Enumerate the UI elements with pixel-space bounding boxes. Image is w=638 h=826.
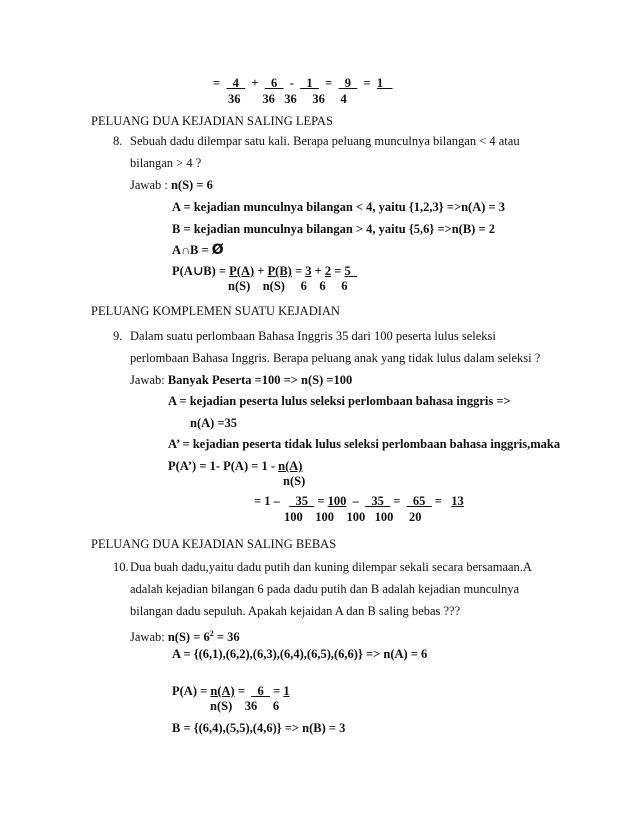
event-a-set: A = {(6,1),(6,2),(6,3),(6,4),(6,5),(6,6)} => n(A) = 6 bbox=[172, 647, 428, 661]
union-probability-denominators: n(S) n(S) 6 6 6 bbox=[228, 279, 348, 293]
complement-probability-denominator: n(S) bbox=[283, 474, 306, 488]
question-10-line-3: bilangan dadu sepuluh. Apakah kejaidan A dan B saling bebas ??? bbox=[130, 604, 461, 618]
top-fraction-numerators: = 4 + 6 - 1 = 9 = 1 bbox=[213, 76, 393, 90]
jawab-label: Jawab : bbox=[130, 178, 171, 192]
complement-calc-denominators: 100 100 100 100 20 bbox=[284, 510, 422, 524]
pa-fraction-numerators: P(A) = n(A) = 6 = 1 bbox=[172, 684, 290, 698]
na-value: n(A) =35 bbox=[190, 416, 238, 430]
section-heading-saling-lepas: PELUANG DUA KEJADIAN SALING LEPAS bbox=[91, 114, 333, 128]
jawab-label: Jawab: bbox=[130, 630, 168, 644]
question-8-line-2: bilangan > 4 ? bbox=[130, 156, 202, 170]
question-number-8: 8. bbox=[113, 134, 123, 148]
ns-value: $n(S) = 6^2 = 36$ bbox=[167, 629, 240, 644]
answer-8-ns bbox=[130, 178, 213, 193]
question-8-line-1: Sebuah dadu dilempar satu kali. Berapa peluang munculnya bilangan < 4 atau bbox=[130, 134, 520, 148]
question-number-10: 10. bbox=[113, 560, 129, 574]
jawab-label: Jawab: bbox=[130, 373, 168, 387]
top-fraction-denominators: 36 36 36 36 4 bbox=[228, 92, 347, 106]
intersection-line bbox=[172, 243, 224, 258]
question-9-line-1: Dalam suatu perlombaan Bahasa Inggris 35 dari 100 peserta lulus seleksi bbox=[130, 329, 496, 343]
union-probability-numerators: P(A∪B) = P(A) + P(B) = 3 + 2 = 5 bbox=[172, 264, 357, 278]
peserta-value: Banyak Peserta =100 => n(S) =100 bbox=[167, 373, 353, 387]
answer-9-peserta bbox=[130, 373, 352, 388]
question-10-line-1: Dua buah dadu,yaitu dadu putih dan kuning dilempar sekali secara bersamaan.A bbox=[130, 560, 532, 574]
section-heading-saling-bebas: PELUANG DUA KEJADIAN SALING BEBAS bbox=[91, 537, 337, 551]
question-number-9: 9. bbox=[113, 329, 123, 343]
answer-10-ns bbox=[130, 626, 240, 645]
event-b-definition: B = kejadian munculnya bilangan > 4, yaitu {5,6} =>n(B) = 2 bbox=[172, 222, 495, 236]
question-10-line-2: adalah kejadian bilangan 6 pada dadu putih dan B adalah kejadian munculnya bbox=[130, 582, 520, 596]
intersection-label: A∩B = bbox=[172, 243, 212, 257]
event-a-definition: A = kejadian munculnya bilangan < 4, yaitu {1,2,3} =>n(A) = 3 bbox=[172, 200, 506, 214]
event-a-lulus: A = kejadian peserta lulus seleksi perlombaan bahasa inggris => bbox=[168, 394, 511, 408]
section-heading-komplemen: PELUANG KOMPLEMEN SUATU KEJADIAN bbox=[91, 304, 340, 318]
empty-set-symbol: Ø bbox=[211, 242, 224, 258]
complement-calc-numerators: = 1 – 35 = 100 – 35 = 65 = 13 bbox=[254, 494, 464, 508]
question-9-line-2: perlombaan Bahasa Inggris. Berapa peluang anak yang tidak lulus dalam seleksi ? bbox=[130, 351, 541, 365]
event-a-complement: A’ = kejadian peserta tidak lulus seleksi perlombaan bahasa inggris,maka bbox=[168, 437, 561, 451]
complement-probability-numerator: P(A’) = 1- P(A) = 1 - n(A) bbox=[168, 459, 303, 473]
event-b-set: B = {(6,4),(5,5),(4,6)} => n(B) = 3 bbox=[172, 721, 346, 735]
ns-value: n(S) = 6 bbox=[170, 178, 213, 192]
pa-fraction-denominators: n(S) 36 6 bbox=[210, 699, 280, 713]
